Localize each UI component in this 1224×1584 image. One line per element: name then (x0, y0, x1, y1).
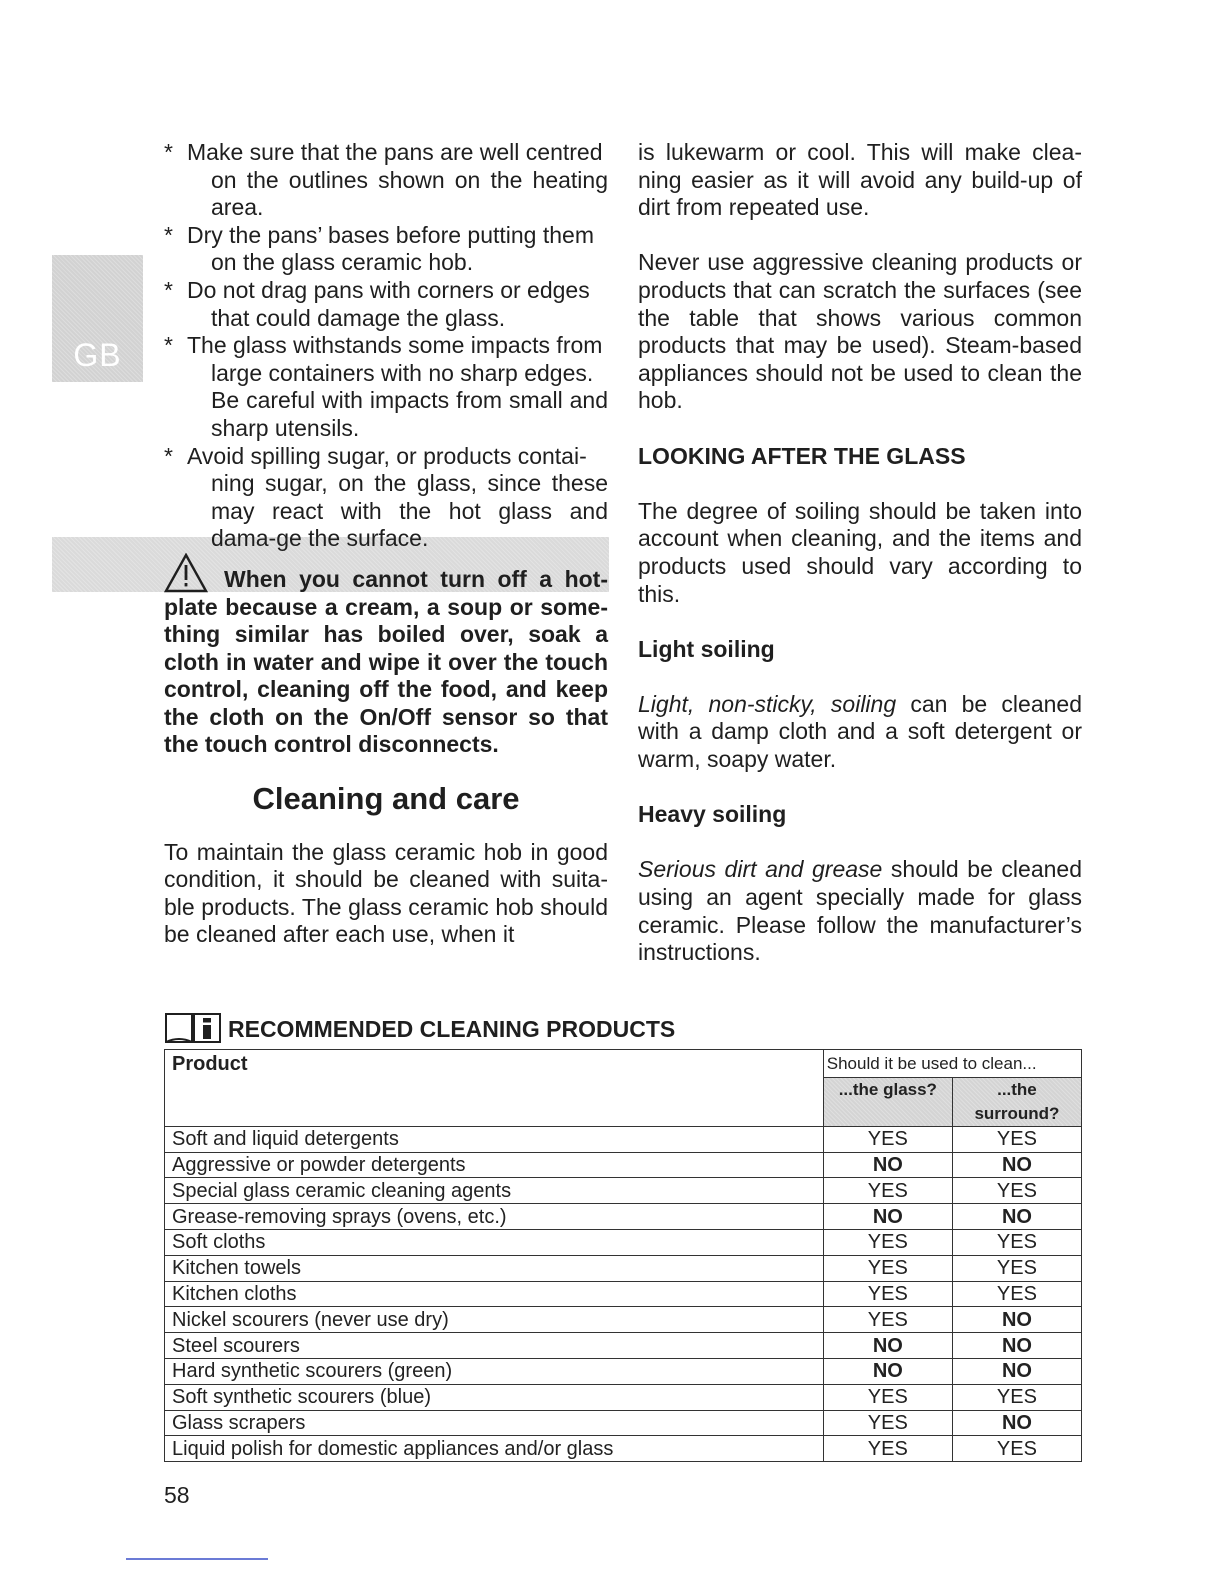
table-row (165, 1410, 1082, 1436)
right-column (638, 139, 1082, 967)
table-row (165, 1281, 1082, 1307)
heavy-italic: Serious dirt and grease (638, 856, 883, 883)
glass-cell: NO (823, 1204, 952, 1230)
never-use-text: Never use aggressive cleaning products or products that can scratch the surfaces (see the table that shows various common products that may be used). Steam-based appliances should not be used to clean the hob. (638, 249, 1082, 414)
table-row (165, 1204, 1082, 1230)
glass-cell: YES (823, 1126, 952, 1152)
table-body (165, 1126, 1082, 1461)
bullet-mark: * (164, 332, 173, 359)
language-tab-label: GB (73, 337, 122, 373)
cleaning-heading: Cleaning and care (252, 781, 520, 817)
product-cell: Steel scourers (165, 1333, 824, 1359)
bullet-item (164, 332, 608, 442)
surround-cell: NO (952, 1333, 1081, 1359)
product-cell: Kitchen towels (165, 1255, 824, 1281)
table-row (165, 1333, 1082, 1359)
glass-cell: YES (823, 1436, 952, 1462)
table-title-text: RECOMMENDED CLEANING PRODUCTS (228, 1016, 676, 1042)
warning-paragraph (164, 553, 608, 759)
product-cell: Soft and liquid detergents (165, 1126, 824, 1152)
product-cell: Special glass ceramic cleaning agents (165, 1178, 824, 1204)
glass-cell: YES (823, 1178, 952, 1204)
header-product: Product (165, 1050, 824, 1127)
cleaning-text: To maintain the glass ceramic hob in good condition, it should be cleaned with suita-ble products. The glass ceramic hob should be cleaned after each use, when it (164, 838, 608, 948)
bullet-extra: Be careful with impacts from small and sharp utensils. (211, 387, 608, 441)
product-cell: Liquid polish for domestic appliances and/or glass (165, 1436, 824, 1462)
bullet-rest: on the glass ceramic hob. (211, 249, 474, 276)
bullet-first-line: Do not drag pans with corners or edges (187, 276, 590, 303)
product-cell: Glass scrapers (165, 1410, 824, 1436)
table-row (165, 1384, 1082, 1410)
glass-cell: NO (823, 1152, 952, 1178)
product-cell: Hard synthetic scourers (green) (165, 1358, 824, 1384)
glass-cell: YES (823, 1410, 952, 1436)
table-row (165, 1126, 1082, 1152)
product-cell: Kitchen cloths (165, 1281, 824, 1307)
product-cell: Grease-removing sprays (ovens, etc.) (165, 1204, 824, 1230)
glass-cell: YES (823, 1255, 952, 1281)
language-tab (52, 255, 143, 382)
bullet-mark: * (164, 442, 173, 469)
light-text: can be cleaned with a damp cloth and a soft detergent or warm, soapy water. (638, 690, 1083, 773)
bullet-mark: * (164, 276, 173, 303)
product-cell: Soft synthetic scourers (blue) (165, 1384, 824, 1410)
bullet-rest: on the outlines shown on the heating area. (211, 166, 608, 221)
table-row (165, 1152, 1082, 1178)
glass-cell: YES (823, 1281, 952, 1307)
table-row (165, 1178, 1082, 1204)
surround-cell: NO (952, 1204, 1081, 1230)
info-book-icon (164, 1010, 222, 1046)
light-heading: Light soiling (638, 635, 775, 662)
surround-cell: YES (952, 1384, 1081, 1410)
bullet-rest: ning sugar, on the glass, since these may react with the hot glass and dama-ge the surface. (211, 470, 608, 552)
surround-cell: YES (952, 1436, 1081, 1462)
table-row (165, 1307, 1082, 1333)
table-row (165, 1358, 1082, 1384)
surround-cell: YES (952, 1255, 1081, 1281)
table-row (165, 1229, 1082, 1255)
surround-cell: NO (952, 1358, 1081, 1384)
table-row (165, 1255, 1082, 1281)
surround-cell: YES (952, 1178, 1081, 1204)
surround-cell: NO (952, 1307, 1081, 1333)
bottom-rule (126, 1558, 268, 1560)
bullet-first-line: Make sure that the pans are well centred (187, 139, 603, 165)
bullet-first-line: The glass withstands some impacts from (187, 332, 603, 359)
heavy-text: should be cleaned using an agent specially made for glass ceramic. Please follow the manufacturer’s instructions. (638, 856, 1082, 966)
glass-cell: NO (823, 1333, 952, 1359)
bullet-rest: large containers with no sharp edges. (211, 359, 594, 386)
product-cell: Soft cloths (165, 1229, 824, 1255)
product-cell: Nickel scourers (never use dry) (165, 1307, 824, 1333)
left-column (164, 139, 608, 949)
cleaning-products-table (164, 1049, 1082, 1462)
heavy-heading: Heavy soiling (638, 801, 787, 828)
product-cell: Aggressive or powder detergents (165, 1152, 824, 1178)
heavy-paragraph (638, 856, 1082, 966)
surround-cell: NO (952, 1410, 1081, 1436)
bullet-item (164, 443, 608, 553)
glass-cell: YES (823, 1229, 952, 1255)
table-header-row (165, 1050, 1082, 1078)
surround-cell: NO (952, 1152, 1081, 1178)
header-glass: ...the glass? (823, 1077, 952, 1126)
light-italic: Light, non-sticky, soiling (638, 690, 897, 717)
bullet-item (164, 222, 608, 277)
bullet-item (164, 277, 608, 332)
glass-cell: YES (823, 1307, 952, 1333)
page-number: 58 (164, 1482, 190, 1508)
light-paragraph (638, 691, 1082, 774)
header-should: Should it be used to clean... (823, 1050, 1081, 1078)
header-surround: ...the surround? (952, 1077, 1081, 1126)
degree-text: The degree of soiling should be taken into account when cleaning, and the items and products used should vary according to this. (638, 497, 1082, 607)
bullet-mark: * (164, 221, 173, 248)
continued-text: is lukewarm or cool. This will make clea-ning easier as it will avoid any build-up of dirt from repeated use. (638, 139, 1082, 221)
bullet-first-line: Avoid spilling sugar, or products contai- (187, 442, 587, 469)
table-row (165, 1436, 1082, 1462)
surround-cell: YES (952, 1126, 1081, 1152)
glass-cell: YES (823, 1384, 952, 1410)
bullet-mark: * (164, 139, 173, 165)
table-title (164, 1010, 675, 1046)
bullet-first-line: Dry the pans’ bases before putting them (187, 221, 594, 248)
looking-heading: LOOKING AFTER THE GLASS (638, 442, 966, 469)
bullet-item (164, 139, 608, 222)
bullet-rest: that could damage the glass. (211, 304, 506, 331)
warning-triangle-icon (164, 553, 208, 593)
glass-cell: NO (823, 1358, 952, 1384)
warning-text: When you cannot turn off a hot-plate because a cream, a soup or some-thing similar has boiled over, soak a cloth in water and wipe it over the touch control, cleaning off the food, and keep the cloth on the On/Off sensor so that the touch control disconnects. (164, 565, 608, 758)
surround-cell: YES (952, 1281, 1081, 1307)
surround-cell: YES (952, 1229, 1081, 1255)
